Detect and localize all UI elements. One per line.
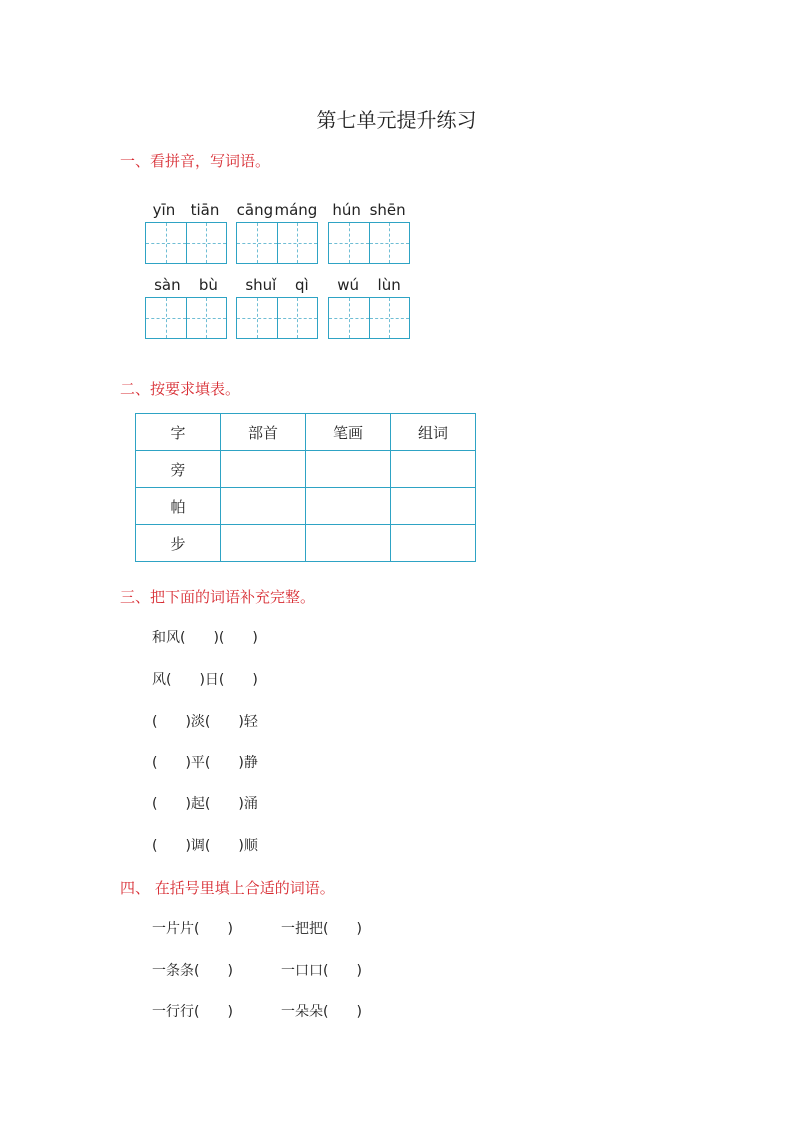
header-cell: 字 xyxy=(136,414,221,451)
pinyin-label xyxy=(236,275,318,295)
pinyin-syllable: qì xyxy=(294,276,309,294)
pinyin-syllable: shēn xyxy=(369,201,406,219)
fill-item: 和风( )( ) xyxy=(152,630,258,646)
answer-cell[interactable] xyxy=(391,451,476,488)
writing-boxes xyxy=(145,297,227,339)
fill-item: ( )平( )静 xyxy=(152,755,258,771)
pinyin-syllable: cāng xyxy=(236,201,274,219)
char-cell: 步 xyxy=(136,525,221,562)
header-cell: 组词 xyxy=(391,414,476,451)
table-row xyxy=(136,488,476,525)
writing-cell[interactable] xyxy=(186,223,227,263)
writing-cell[interactable] xyxy=(329,298,369,338)
answer-cell[interactable] xyxy=(221,488,306,525)
char-cell: 帕 xyxy=(136,488,221,525)
table-row xyxy=(136,451,476,488)
fill-item: 一口口( ) xyxy=(281,963,362,979)
writing-cell[interactable] xyxy=(237,298,277,338)
fill-item: 一把把( ) xyxy=(281,921,362,937)
writing-boxes xyxy=(145,222,227,264)
pinyin-syllable: máng xyxy=(274,201,318,219)
pinyin-label xyxy=(236,200,318,220)
fill-item: 一片片( ) xyxy=(152,921,233,937)
table-header-row xyxy=(136,414,476,451)
section-3-heading: 三、把下面的词语补充完整。 xyxy=(120,588,316,606)
answer-cell[interactable] xyxy=(306,525,391,562)
header-cell: 部首 xyxy=(221,414,306,451)
header-cell: 笔画 xyxy=(306,414,391,451)
pinyin-group xyxy=(236,200,318,264)
fill-item: 一行行( ) xyxy=(152,1004,233,1020)
writing-boxes xyxy=(236,297,318,339)
writing-cell[interactable] xyxy=(237,223,277,263)
writing-cell[interactable] xyxy=(329,223,369,263)
fill-item: ( )起( )涌 xyxy=(152,796,258,812)
fill-item: 风( )日( ) xyxy=(152,672,258,688)
fill-item: ( )调( )顺 xyxy=(152,838,258,854)
fill-table xyxy=(135,413,476,562)
fill-item: 一朵朵( ) xyxy=(281,1004,362,1020)
pinyin-label xyxy=(145,200,227,220)
section-2-heading: 二、按要求填表。 xyxy=(120,380,241,398)
writing-cell[interactable] xyxy=(186,298,227,338)
table-row xyxy=(136,525,476,562)
pinyin-syllable: lùn xyxy=(377,276,401,294)
pinyin-group xyxy=(328,275,410,339)
pinyin-group xyxy=(236,275,318,339)
pinyin-syllable: tiān xyxy=(190,201,220,219)
pinyin-label xyxy=(145,275,227,295)
fill-item: ( )淡( )轻 xyxy=(152,714,258,730)
pinyin-label xyxy=(328,200,410,220)
pinyin-group xyxy=(145,200,227,264)
pinyin-syllable: bù xyxy=(198,276,218,294)
pinyin-group xyxy=(145,275,227,339)
writing-boxes xyxy=(328,297,410,339)
pinyin-syllable: wú xyxy=(337,276,360,294)
writing-boxes xyxy=(236,222,318,264)
writing-cell[interactable] xyxy=(369,298,410,338)
pinyin-syllable: hún xyxy=(332,201,361,219)
fill-item: 一条条( ) xyxy=(152,963,233,979)
answer-cell[interactable] xyxy=(391,488,476,525)
pinyin-group xyxy=(328,200,410,264)
char-cell: 旁 xyxy=(136,451,221,488)
pinyin-syllable: yīn xyxy=(152,201,176,219)
writing-cell[interactable] xyxy=(369,223,410,263)
writing-cell[interactable] xyxy=(277,223,318,263)
pinyin-label xyxy=(328,275,410,295)
writing-cell[interactable] xyxy=(146,223,186,263)
answer-cell[interactable] xyxy=(221,451,306,488)
answer-cell[interactable] xyxy=(306,451,391,488)
section-4-heading: 四、 在括号里填上合适的词语。 xyxy=(120,879,335,897)
pinyin-syllable: shuǐ xyxy=(245,276,277,294)
writing-boxes xyxy=(328,222,410,264)
answer-cell[interactable] xyxy=(306,488,391,525)
section-1-heading: 一、看拼音，写词语。 xyxy=(120,152,271,170)
pinyin-syllable: sàn xyxy=(154,276,181,294)
answer-cell[interactable] xyxy=(221,525,306,562)
writing-cell[interactable] xyxy=(277,298,318,338)
answer-cell[interactable] xyxy=(391,525,476,562)
writing-cell[interactable] xyxy=(146,298,186,338)
page-title: 第七单元提升练习 xyxy=(316,108,477,132)
